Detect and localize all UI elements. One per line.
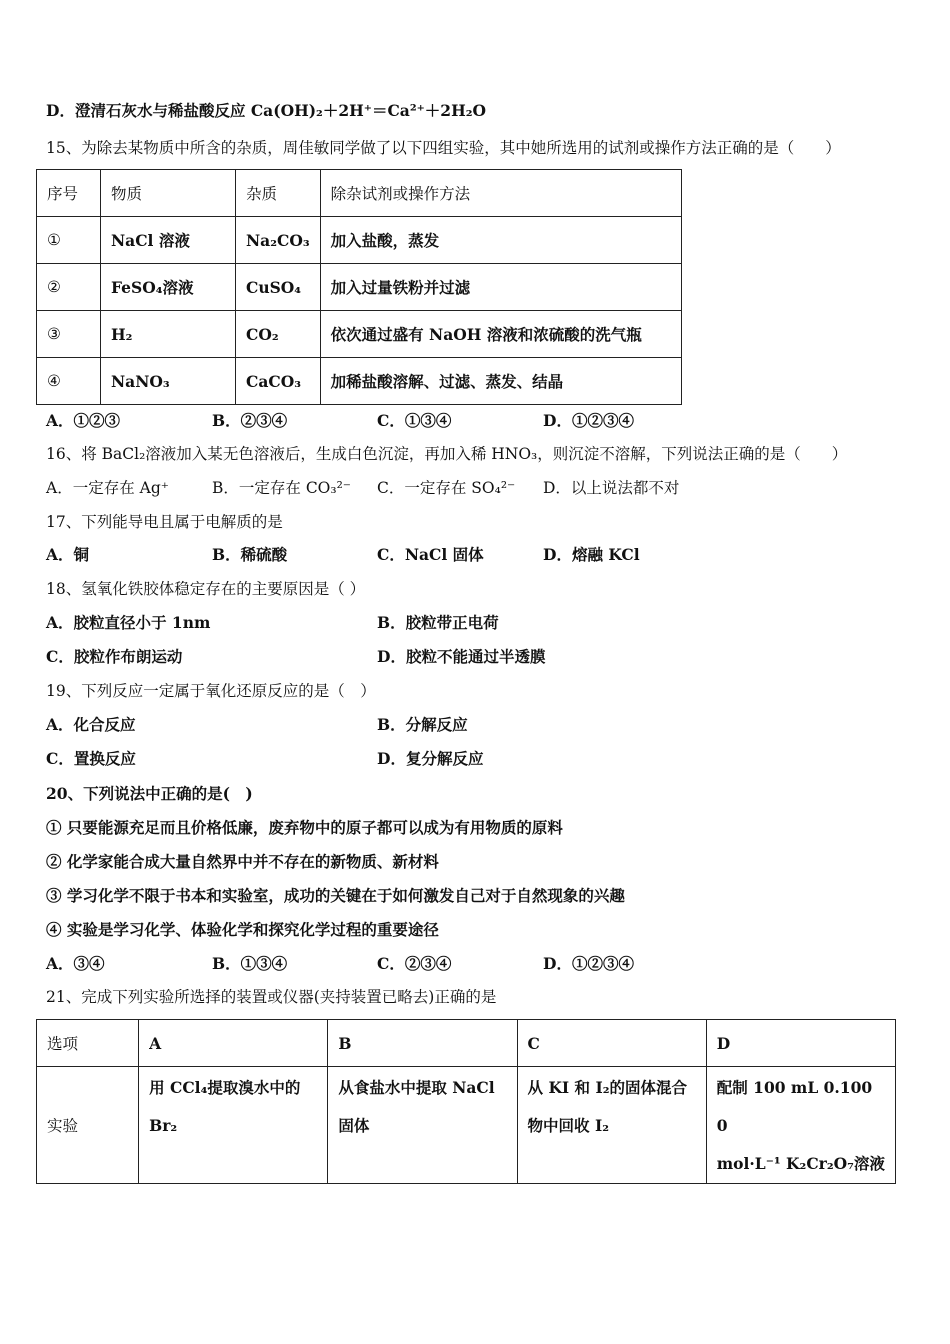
cell-line: 用 CCl₄提取溴水中的 — [149, 1078, 301, 1097]
question-21-stem: 21、完成下列实验所选择的装置或仪器(夹持装置已略去)正确的是 — [46, 988, 497, 1006]
header-cell: B — [328, 1020, 517, 1067]
table-cell: ③ — [37, 311, 101, 358]
option-c[interactable]: C．NaCl 固体 — [377, 545, 484, 564]
cell-line: Br₂ — [149, 1116, 178, 1135]
option-text: 澄清石灰水与稀盐酸反应 Ca(OH)₂＋2H⁺＝Ca²⁺＋2H₂O — [74, 101, 487, 120]
question-20-stem: 20、下列说法中正确的是( ) — [46, 784, 253, 803]
question-15-stem: 15、为除去某物质中所含的杂质，周佳敏同学做了以下四组实验，其中她所选用的试剂或操作方法正确的是（ ） — [46, 139, 841, 157]
option-label: D． — [46, 101, 75, 120]
question-19-stem: 19、下列反应一定属于氧化还原反应的是（ ） — [46, 682, 376, 700]
header-cell: D — [706, 1020, 895, 1067]
table-row — [37, 217, 682, 264]
option-b[interactable]: B．稀硫酸 — [212, 545, 288, 564]
option-d[interactable]: D．复分解反应 — [377, 749, 484, 768]
table-cell: ④ — [37, 358, 101, 405]
row-label: 实验 — [37, 1067, 139, 1184]
option-d-line — [46, 100, 486, 122]
cell-line: 物中回收 I₂ — [527, 1116, 609, 1135]
statement-3: ③ 学习化学不限于书本和实验室，成功的关键在于如何激发自己对于自然现象的兴趣 — [46, 886, 625, 905]
option-c[interactable]: C．胶粒作布朗运动 — [46, 647, 183, 666]
header-cell: 选项 — [37, 1020, 139, 1067]
option-b[interactable]: B．一定存在 CO₃²⁻ — [212, 479, 351, 497]
option-d[interactable]: D．熔融 KCl — [543, 545, 640, 564]
statement-2: ② 化学家能合成大量自然界中并不存在的新物质、新材料 — [46, 852, 439, 871]
header-cell: 物质 — [101, 170, 236, 217]
table-row — [37, 311, 682, 358]
cell-line: 固体 — [338, 1116, 370, 1135]
option-d[interactable]: D．①②③④ — [543, 411, 634, 430]
option-b[interactable]: B．①③④ — [212, 954, 288, 973]
option-c[interactable]: C．置换反应 — [46, 749, 136, 768]
table-cell: 加入盐酸，蒸发 — [320, 217, 681, 264]
question-17-stem: 17、下列能导电且属于电解质的是 — [46, 513, 283, 531]
cell-line: 从 KI 和 I₂的固体混合 — [527, 1078, 687, 1097]
cell-line: 配制 100 mL 0.100 0 — [716, 1078, 873, 1135]
statement-1: ① 只要能源充足而且价格低廉，废弃物中的原子都可以成为有用物质的原料 — [46, 818, 563, 837]
option-b[interactable]: B．分解反应 — [377, 715, 468, 734]
option-a[interactable]: A．①②③ — [46, 411, 121, 430]
statement-4: ④ 实验是学习化学、体验化学和探究化学过程的重要途径 — [46, 920, 439, 939]
table-cell: CaCO₃ — [236, 358, 321, 405]
option-b[interactable]: B．胶粒带正电荷 — [377, 613, 499, 632]
table-cell: NaNO₃ — [101, 358, 236, 405]
table-cell: ① — [37, 217, 101, 264]
header-cell: 除杂试剂或操作方法 — [320, 170, 681, 217]
option-a[interactable]: A．铜 — [46, 545, 90, 564]
header-cell: A — [139, 1020, 328, 1067]
option-a[interactable]: A．③④ — [46, 954, 105, 973]
table-row — [37, 264, 682, 311]
table-cell: NaCl 溶液 — [101, 217, 236, 264]
option-c[interactable]: C．②③④ — [377, 954, 452, 973]
option-b[interactable]: B．②③④ — [212, 411, 288, 430]
table-cell: ② — [37, 264, 101, 311]
question-16-stem: 16、将 BaCl₂溶液加入某无色溶液后，生成白色沉淀，再加入稀 HNO₃，则沉淀不溶解，下列说法正确的是（ ） — [46, 445, 848, 463]
option-d[interactable]: D．①②③④ — [543, 954, 634, 973]
option-a[interactable]: A．化合反应 — [46, 715, 136, 734]
option-c[interactable]: C．①③④ — [377, 411, 452, 430]
table-cell: FeSO₄溶液 — [101, 264, 236, 311]
table-row — [37, 1067, 896, 1184]
table-header-row — [37, 1020, 896, 1067]
option-a[interactable]: A．一定存在 Ag⁺ — [46, 479, 169, 497]
question-15-table — [36, 169, 682, 405]
option-d[interactable]: D．以上说法都不对 — [543, 479, 680, 497]
table-cell-a — [139, 1067, 328, 1184]
header-cell: C — [517, 1020, 706, 1067]
table-cell-c — [517, 1067, 706, 1184]
table-cell: CuSO₄ — [236, 264, 321, 311]
table-cell: 加稀盐酸溶解、过滤、蒸发、结晶 — [320, 358, 681, 405]
cell-line: mol·L⁻¹ K₂Cr₂O₇溶液 — [716, 1154, 885, 1173]
table-cell-d — [706, 1067, 895, 1184]
header-cell: 序号 — [37, 170, 101, 217]
question-18-stem: 18、氢氧化铁胶体稳定存在的主要原因是（ ） — [46, 580, 366, 598]
header-cell: 杂质 — [236, 170, 321, 217]
table-cell-b — [328, 1067, 517, 1184]
cell-line: 从食盐水中提取 NaCl — [338, 1078, 495, 1097]
table-cell: 加入过量铁粉并过滤 — [320, 264, 681, 311]
table-cell: H₂ — [101, 311, 236, 358]
table-cell: 依次通过盛有 NaOH 溶液和浓硫酸的洗气瓶 — [320, 311, 681, 358]
table-header-row — [37, 170, 682, 217]
option-c[interactable]: C．一定存在 SO₄²⁻ — [377, 479, 516, 497]
table-cell: Na₂CO₃ — [236, 217, 321, 264]
option-a[interactable]: A．胶粒直径小于 1nm — [46, 613, 211, 632]
table-row — [37, 358, 682, 405]
option-d[interactable]: D．胶粒不能通过半透膜 — [377, 647, 546, 666]
table-cell: CO₂ — [236, 311, 321, 358]
question-21-table — [36, 1019, 896, 1184]
